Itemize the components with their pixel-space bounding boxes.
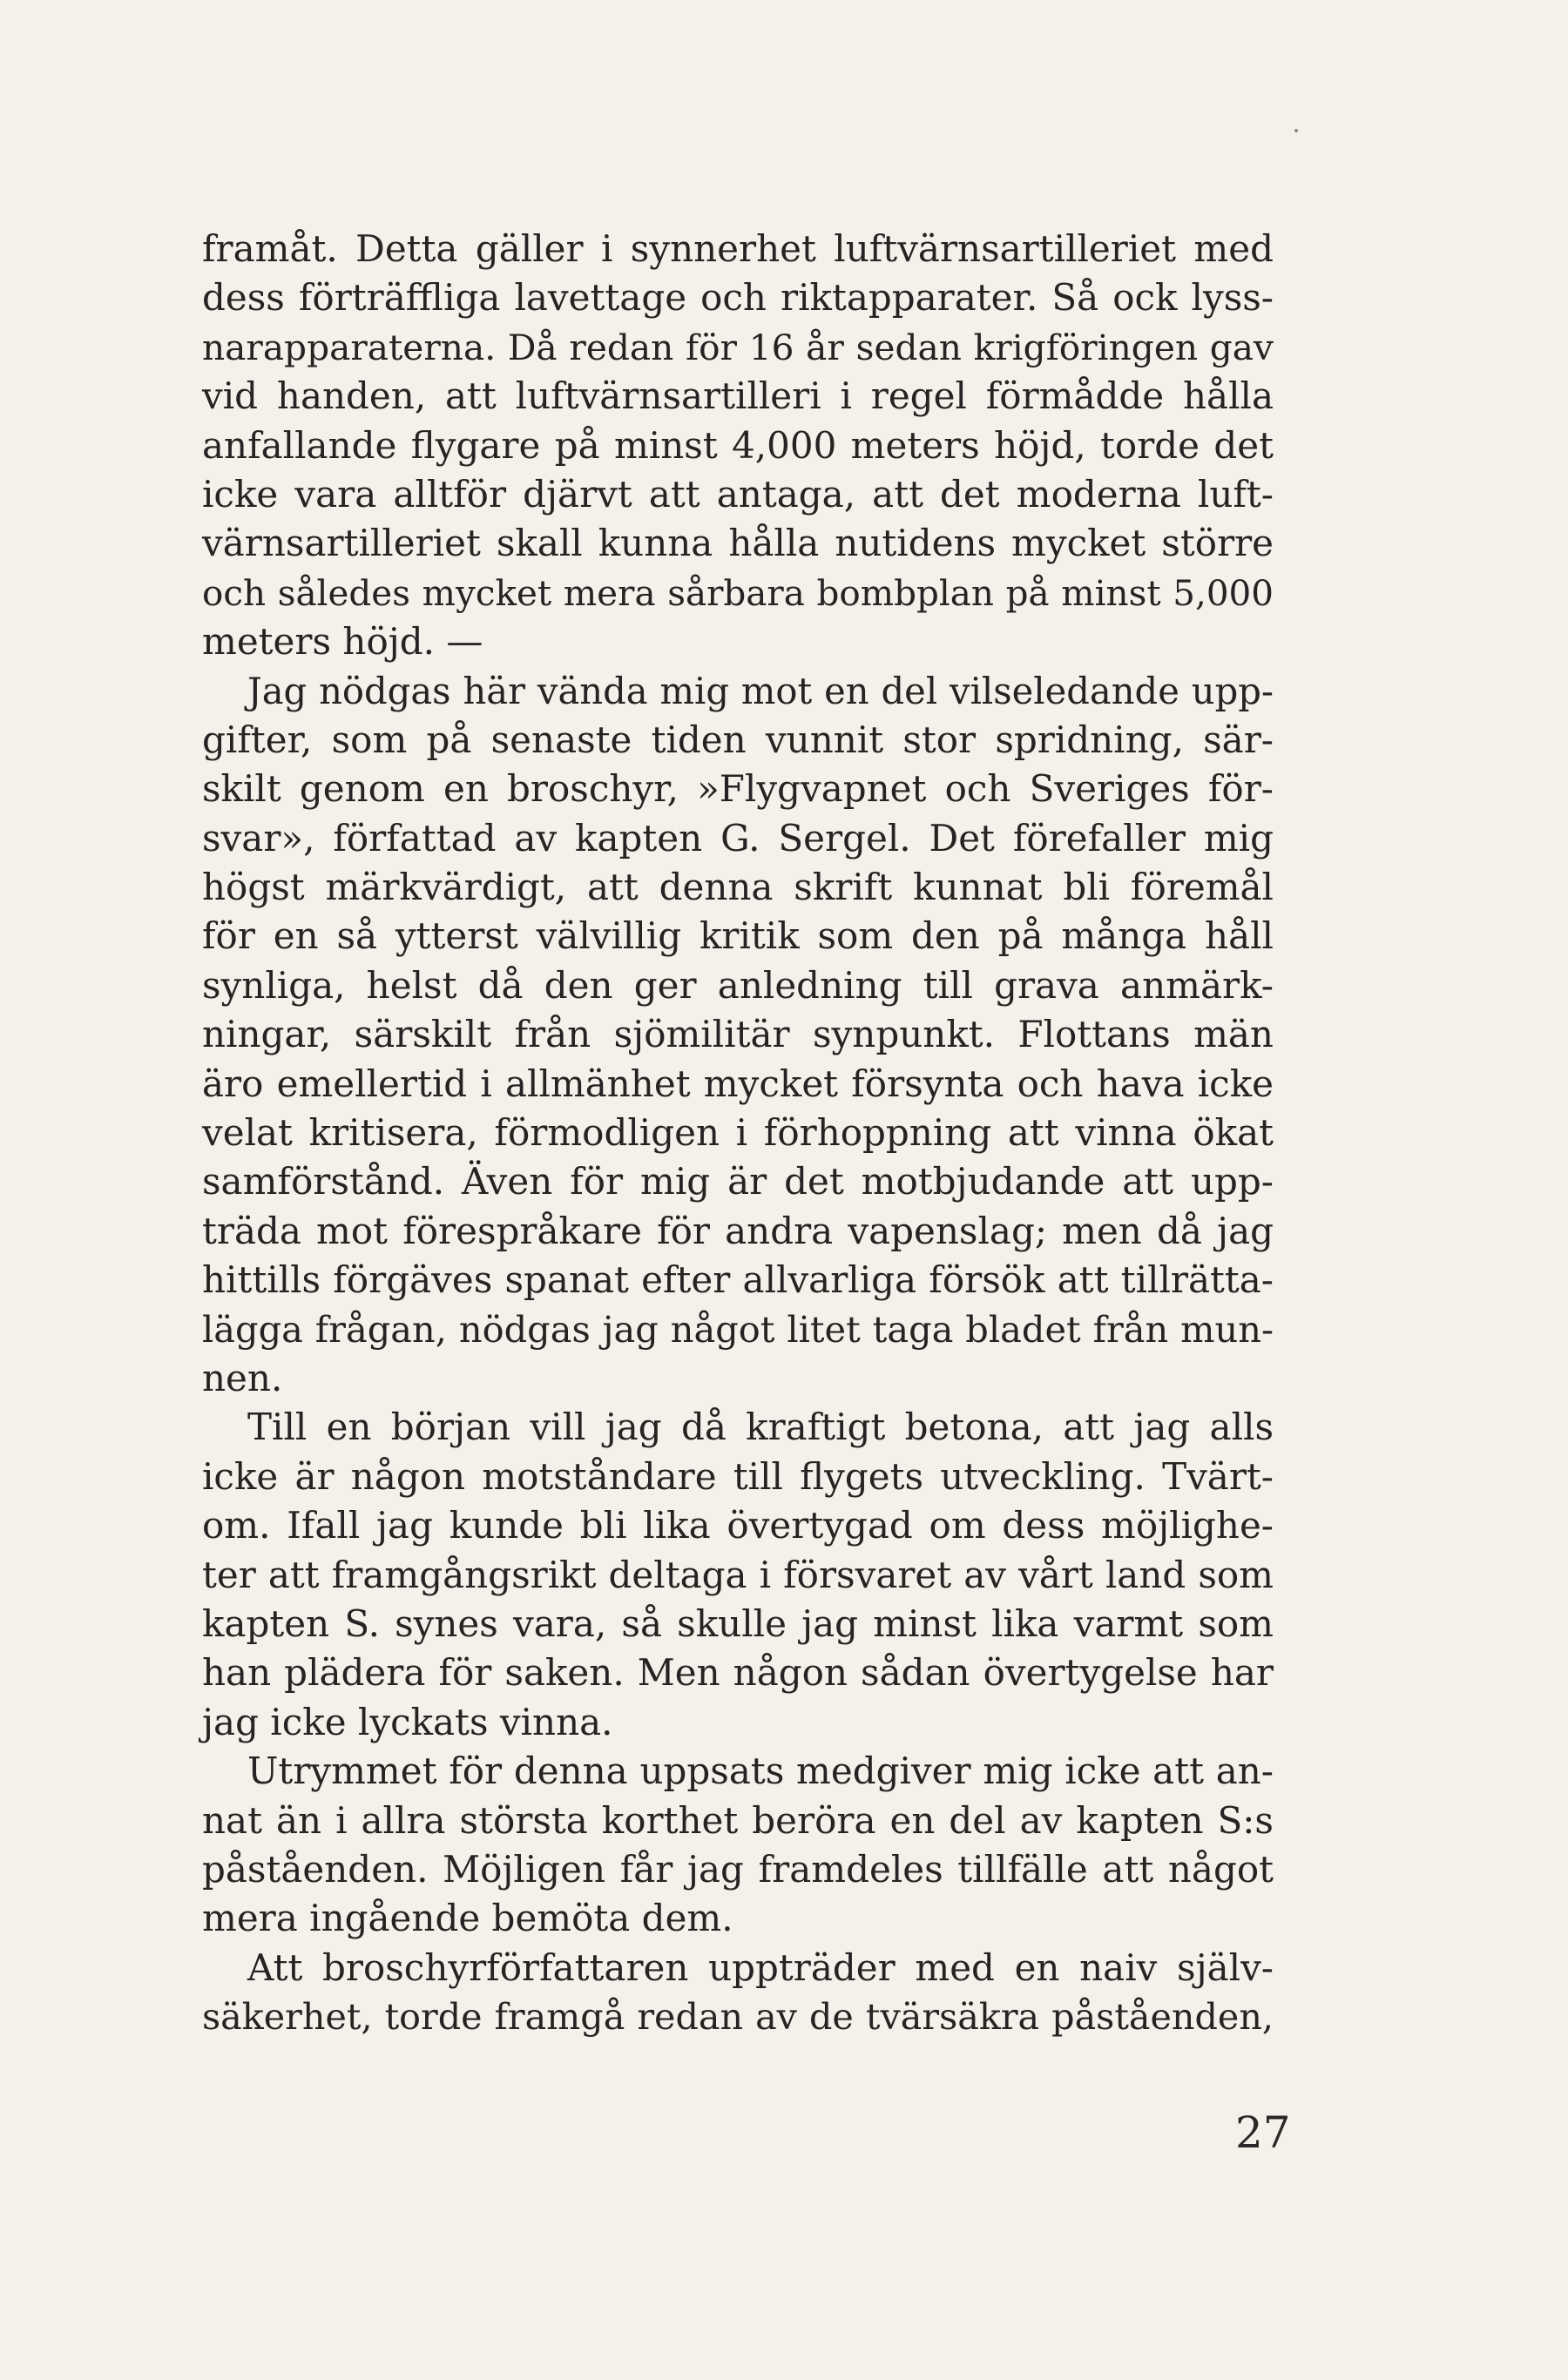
text-line: Jag nödgas här vända mig mot en del vilseledande upp-	[247, 669, 1274, 712]
text-line: svar», författad av kapten G. Sergel. Det förefaller mig	[202, 816, 1274, 860]
text-line: hittills förgäves spanat efter allvarliga försök att tillrätta-	[202, 1258, 1274, 1302]
text-line: och således mycket mera sårbara bombplan på minst 5,000	[202, 571, 1274, 614]
text-line: synliga, helst då den ger anledning till grava anmärk-	[202, 963, 1274, 1007]
text-line: skilt genom en broschyr, »Flygvapnet och Sveriges för-	[202, 767, 1274, 811]
text-line: nen.	[202, 1356, 283, 1399]
text-line: vid handen, att luftvärnsartilleri i regel förmådde hålla	[202, 374, 1274, 418]
text-line: framåt. Detta gäller i synnerhet luftvärnsartilleriet med	[202, 227, 1274, 270]
text-line: ningar, särskilt från sjömilitär synpunkt. Flottans män	[202, 1013, 1274, 1056]
text-line: för en så ytterst välvillig kritik som den på många håll	[202, 914, 1274, 958]
paper-speck	[1294, 129, 1298, 132]
text-line: nat än i allra största korthet beröra en del av kapten S:s	[202, 1798, 1274, 1842]
text-line: icke vara alltför djärvt att antaga, att det moderna luft-	[202, 472, 1274, 516]
text-line: träda mot förespråkare för andra vapenslag; men då jag	[202, 1209, 1274, 1252]
text-line: samförstånd. Även för mig är det motbjudande att upp-	[202, 1160, 1274, 1203]
text-line: ter att framgångsrikt deltaga i försvaret av vårt land som	[202, 1553, 1274, 1596]
text-line: Utrymmet för denna uppsats medgiver mig icke att an-	[247, 1750, 1274, 1793]
text-line: gifter, som på senaste tiden vunnit stor spridning, sär-	[202, 718, 1274, 761]
text-line: värnsartilleriet skall kunna hålla nutidens mycket större	[202, 522, 1274, 565]
text-line: dess förträffliga lavettage och riktapparater. Så ock lyss-	[202, 276, 1274, 320]
text-line: narapparaterna. Då redan för 16 år sedan krigföringen gav	[202, 326, 1274, 368]
text-line: säkerhet, torde framgå redan av de tvärsäkra påståenden,	[202, 1996, 1274, 2039]
text-line: om. Ifall jag kunde bli lika övertygad om dess möjlighe-	[202, 1504, 1274, 1547]
text-line: icke är någon motståndare till flygets utveckling. Tvärt-	[202, 1454, 1274, 1498]
text-line: Till en början vill jag då kraftigt betona, att jag alls	[247, 1406, 1274, 1449]
body-text	[202, 225, 1274, 2041]
text-line: lägga frågan, nödgas jag något litet taga bladet från mun-	[202, 1307, 1274, 1351]
text-line: mera ingående bemöta dem.	[202, 1897, 733, 1940]
text-line: han plädera för saken. Men någon sådan övertygelse har	[202, 1651, 1274, 1695]
page-number: 27	[1235, 2107, 1291, 2158]
text-line: meters höjd. —	[202, 620, 483, 664]
text-line: jag icke lyckats vinna.	[202, 1700, 613, 1743]
text-line: kapten S. synes vara, så skulle jag minst lika varmt som	[202, 1601, 1274, 1645]
text-line: påståenden. Möjligen får jag framdeles tillfälle att något	[202, 1847, 1274, 1891]
text-line: högst märkvärdigt, att denna skrift kunnat bli föremål	[202, 866, 1274, 909]
text-line: äro emellertid i allmänhet mycket försynta och hava icke	[202, 1062, 1274, 1105]
text-line: anfallande flygare på minst 4,000 meters höjd, torde det	[202, 423, 1274, 467]
text-line: Att broschyrförfattaren uppträder med en naiv själv-	[247, 1945, 1274, 1989]
text-line: velat kritisera, förmodligen i förhoppning att vinna ökat	[202, 1111, 1274, 1155]
